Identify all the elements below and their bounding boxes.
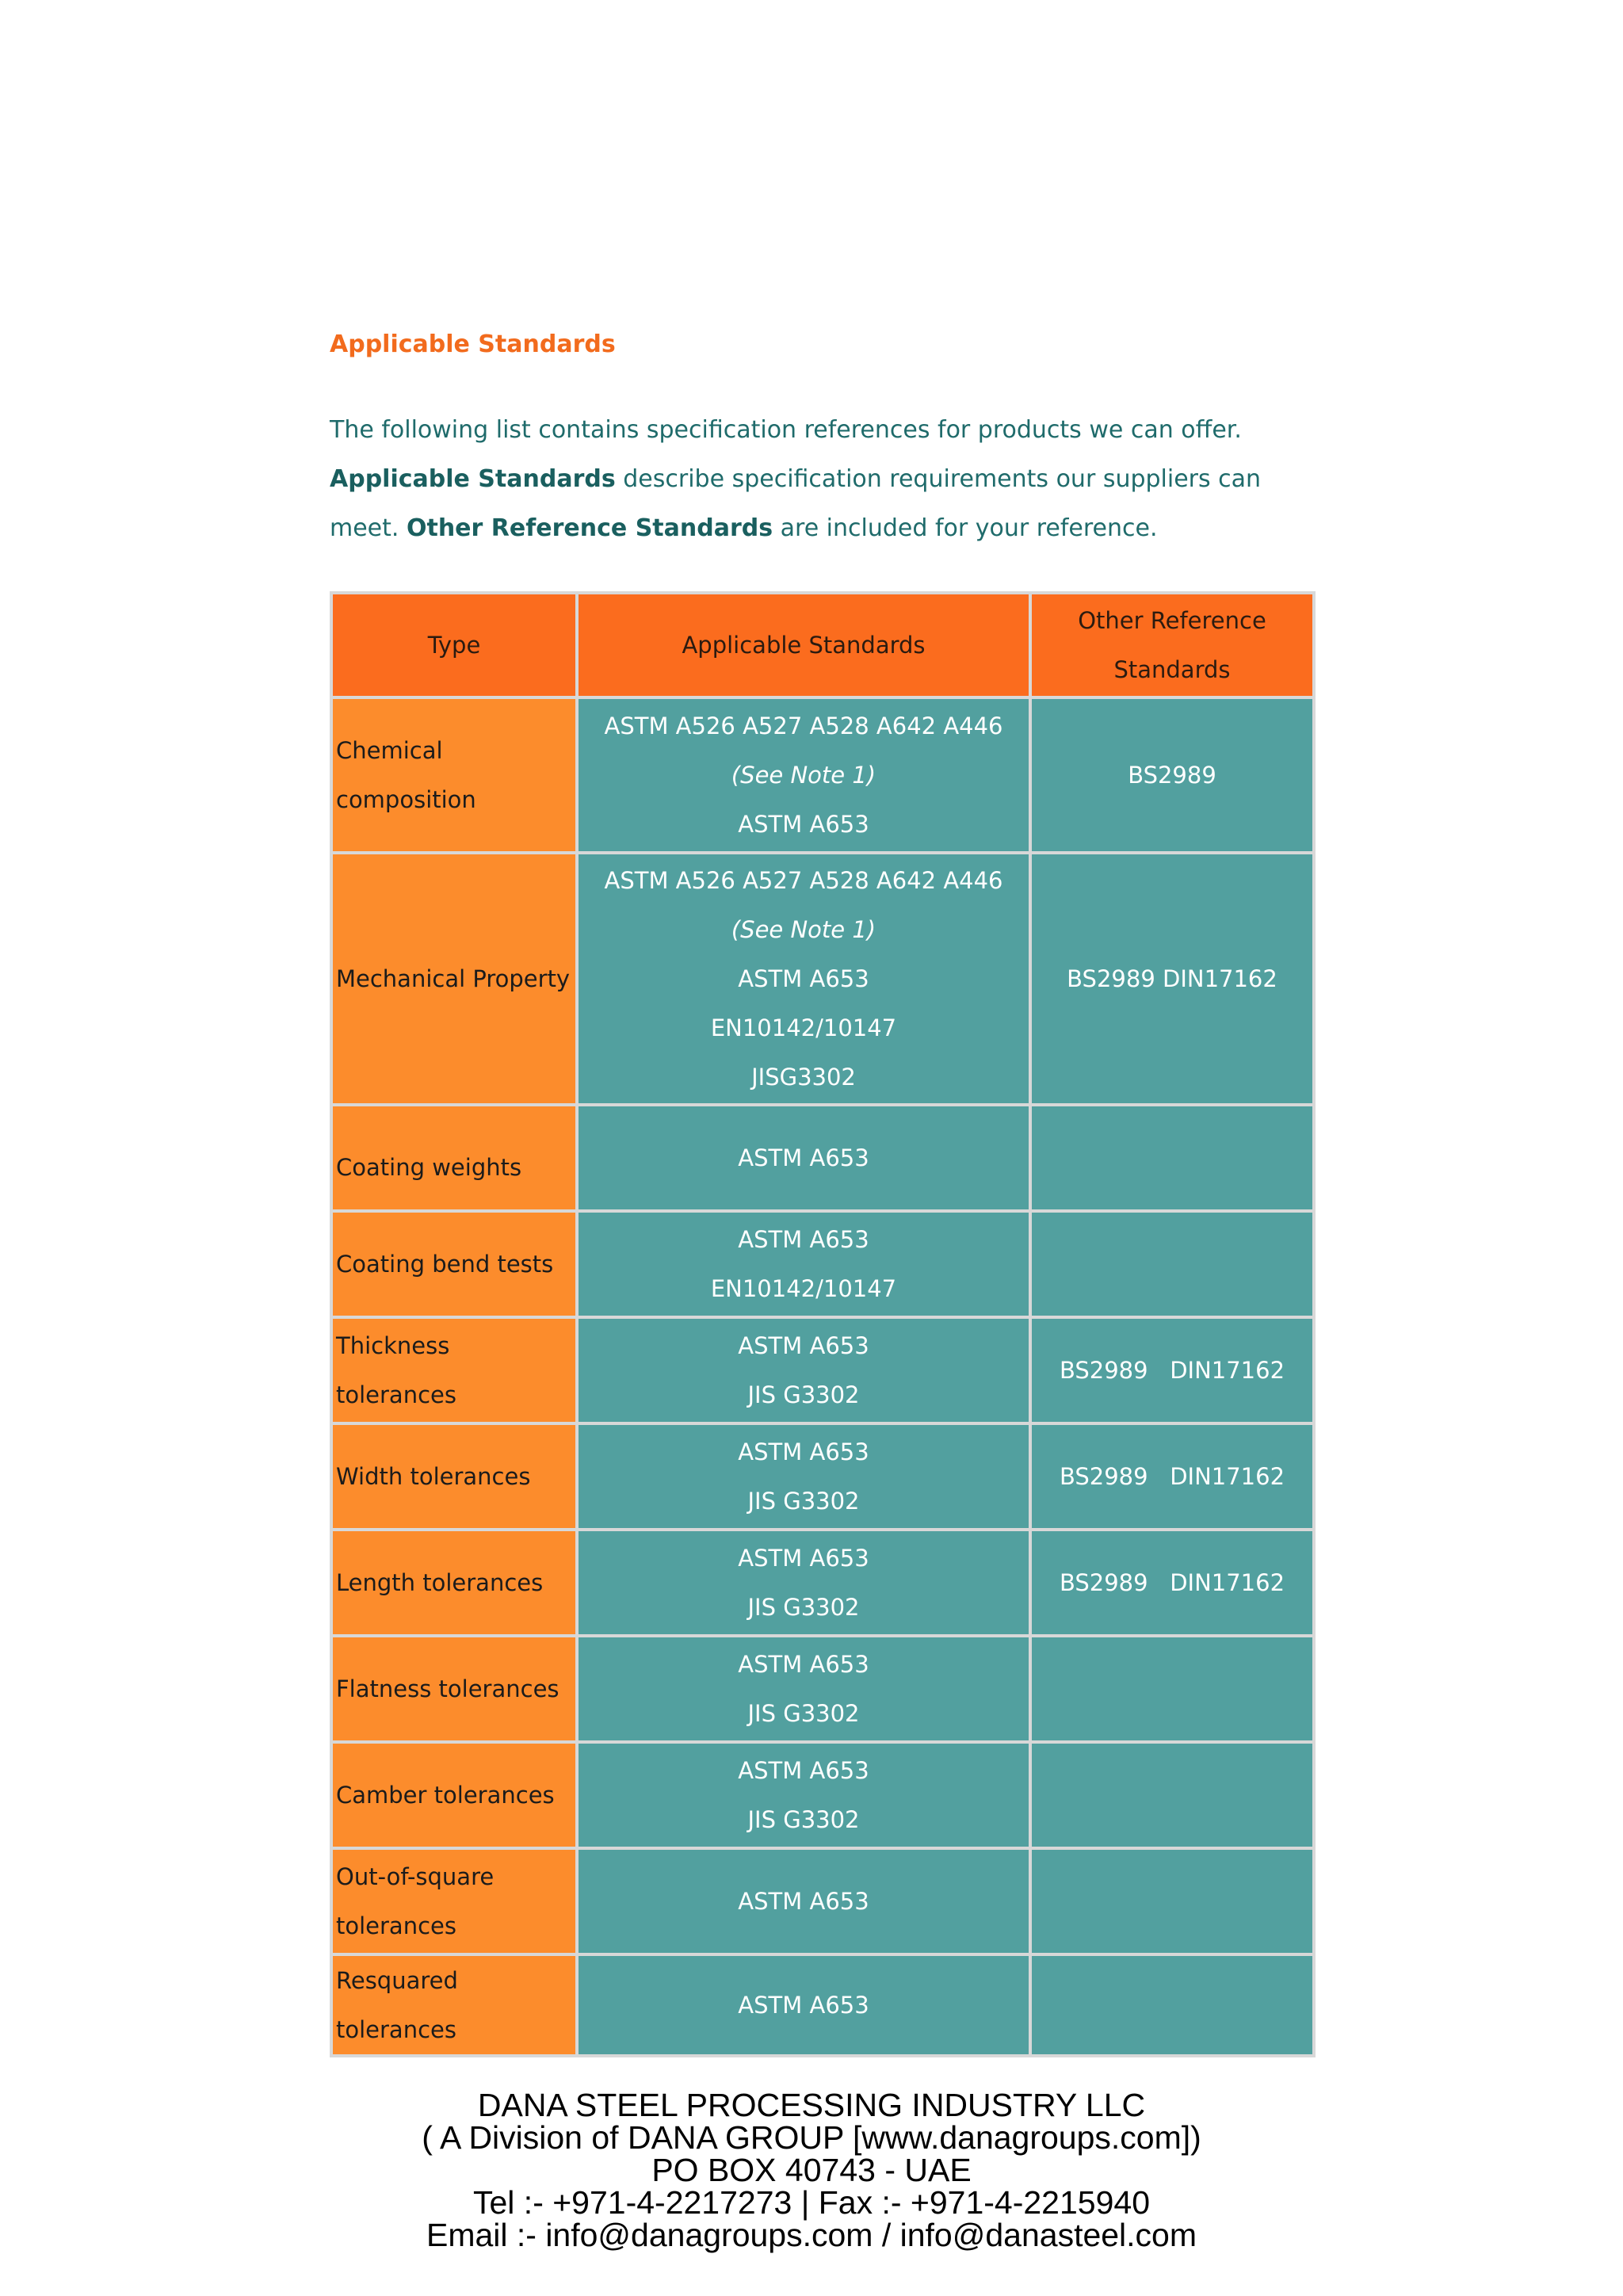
company-footer <box>0 2089 1623 2252</box>
type-cell: Length tolerances <box>333 1531 575 1634</box>
type-cell: Camber tolerances <box>333 1744 575 1847</box>
applicable-line: ASTM A526 A527 A528 A642 A446 (See Note 1) <box>604 867 1003 943</box>
applicable-cell <box>579 1956 1029 2054</box>
other-reference-cell: BS2989 DIN17162 <box>1032 1425 1312 1528</box>
table-row <box>333 1531 1312 1634</box>
header-type: Type <box>333 594 575 696</box>
applicable-cell <box>579 1850 1029 1953</box>
table-row <box>333 1425 1312 1528</box>
note-reference: (See Note 1) <box>731 762 876 789</box>
applicable-line: ASTM A653 <box>738 1332 869 1359</box>
standards-table <box>330 591 1316 2057</box>
applicable-line: JIS G3302 <box>747 1488 860 1515</box>
applicable-cell <box>579 1106 1029 1209</box>
intro-bold-1: Applicable Standards <box>330 465 616 493</box>
table-row <box>333 1850 1312 1953</box>
applicable-line: EN10142/10147 <box>710 1275 897 1302</box>
table-header-row <box>333 594 1312 696</box>
applicable-line: ASTM A653 <box>738 1651 869 1678</box>
applicable-line: JIS G3302 <box>747 1700 860 1727</box>
applicable-line: ASTM A653 <box>738 965 869 992</box>
other-reference-cell <box>1032 1744 1312 1847</box>
footer-company-name: DANA STEEL PROCESSING INDUSTRY LLC <box>477 2087 1146 2123</box>
other-reference-cell: BS2989 DIN17162 <box>1032 1531 1312 1634</box>
applicable-line: JIS G3302 <box>747 1594 860 1621</box>
applicable-line: ASTM A653 <box>738 1545 869 1572</box>
footer-division: ( A Division of DANA GROUP [www.danagroups.com]) <box>422 2119 1201 2156</box>
other-reference-cell <box>1032 1106 1312 1209</box>
table-row <box>333 1637 1312 1740</box>
applicable-line: ASTM A653 <box>738 1144 869 1171</box>
applicable-line: ASTM A653 <box>738 1992 869 2019</box>
section-title: Applicable Standards <box>330 330 616 358</box>
table-row <box>333 1744 1312 1847</box>
applicable-cell <box>579 1531 1029 1634</box>
applicable-line: ASTM A653 <box>738 1888 869 1915</box>
applicable-cell <box>579 1744 1029 1847</box>
other-reference-cell: BS2989 <box>1032 699 1312 851</box>
table-row <box>333 1956 1312 2054</box>
other-reference-cell <box>1032 1213 1312 1316</box>
applicable-cell <box>579 1319 1029 1422</box>
other-reference-cell <box>1032 1637 1312 1740</box>
intro-text-3: are included for your reference. <box>773 514 1158 542</box>
applicable-line: ASTM A653 <box>738 811 869 838</box>
type-cell: Coating bend tests <box>333 1213 575 1316</box>
applicable-line: JIS G3302 <box>747 1806 860 1833</box>
type-cell: Out-of-square tolerances <box>333 1850 575 1953</box>
applicable-line: JISG3302 <box>751 1064 856 1091</box>
type-cell: Thickness tolerances <box>333 1319 575 1422</box>
other-reference-cell <box>1032 1850 1312 1953</box>
type-cell: Chemical composition <box>333 699 575 851</box>
other-reference-cell <box>1032 1956 1312 2054</box>
applicable-cell <box>579 699 1029 851</box>
applicable-line: ASTM A653 <box>738 1438 869 1465</box>
table-row <box>333 1106 1312 1209</box>
footer-email: Email :- info@danagroups.com / info@danasteel.com <box>426 2217 1197 2253</box>
header-other-reference-standards: Other Reference Standards <box>1032 594 1312 696</box>
applicable-cell <box>579 854 1029 1103</box>
type-cell: Width tolerances <box>333 1425 575 1528</box>
main-content <box>330 325 1316 2057</box>
table-row <box>333 1319 1312 1422</box>
applicable-cell <box>579 1213 1029 1316</box>
table-row <box>333 699 1312 851</box>
type-cell: Coating weights <box>333 1106 575 1209</box>
table-row <box>333 854 1312 1103</box>
footer-po-box: PO BOX 40743 - UAE <box>651 2152 972 2188</box>
type-cell: Mechanical Property <box>333 854 575 1103</box>
applicable-line: JIS G3302 <box>747 1381 860 1408</box>
type-cell: Resquared tolerances <box>333 1956 575 2054</box>
applicable-line: ASTM A653 <box>738 1757 869 1784</box>
intro-bold-2: Other Reference Standards <box>406 514 773 542</box>
intro-text-1: The following list contains specification references for products we can offer. <box>330 416 1242 444</box>
applicable-line: ASTM A526 A527 A528 A642 A446 (See Note 1) <box>604 712 1003 789</box>
other-reference-cell: BS2989 DIN17162 <box>1032 854 1312 1103</box>
applicable-line: ASTM A653 <box>738 1226 869 1253</box>
table-row <box>333 1213 1312 1316</box>
type-cell: Flatness tolerances <box>333 1637 575 1740</box>
note-reference: (See Note 1) <box>731 916 876 943</box>
applicable-line: EN10142/10147 <box>710 1014 897 1041</box>
intro-paragraph <box>330 406 1316 553</box>
intro-text-2: describe specification requirements our suppliers can meet. <box>330 465 1262 542</box>
footer-phone-fax: Tel :- +971-4-2217273 | Fax :- +971-4-2215940 <box>473 2184 1150 2221</box>
header-applicable-standards: Applicable Standards <box>579 594 1029 696</box>
applicable-cell <box>579 1637 1029 1740</box>
applicable-cell <box>579 1425 1029 1528</box>
other-reference-cell: BS2989 DIN17162 <box>1032 1319 1312 1422</box>
